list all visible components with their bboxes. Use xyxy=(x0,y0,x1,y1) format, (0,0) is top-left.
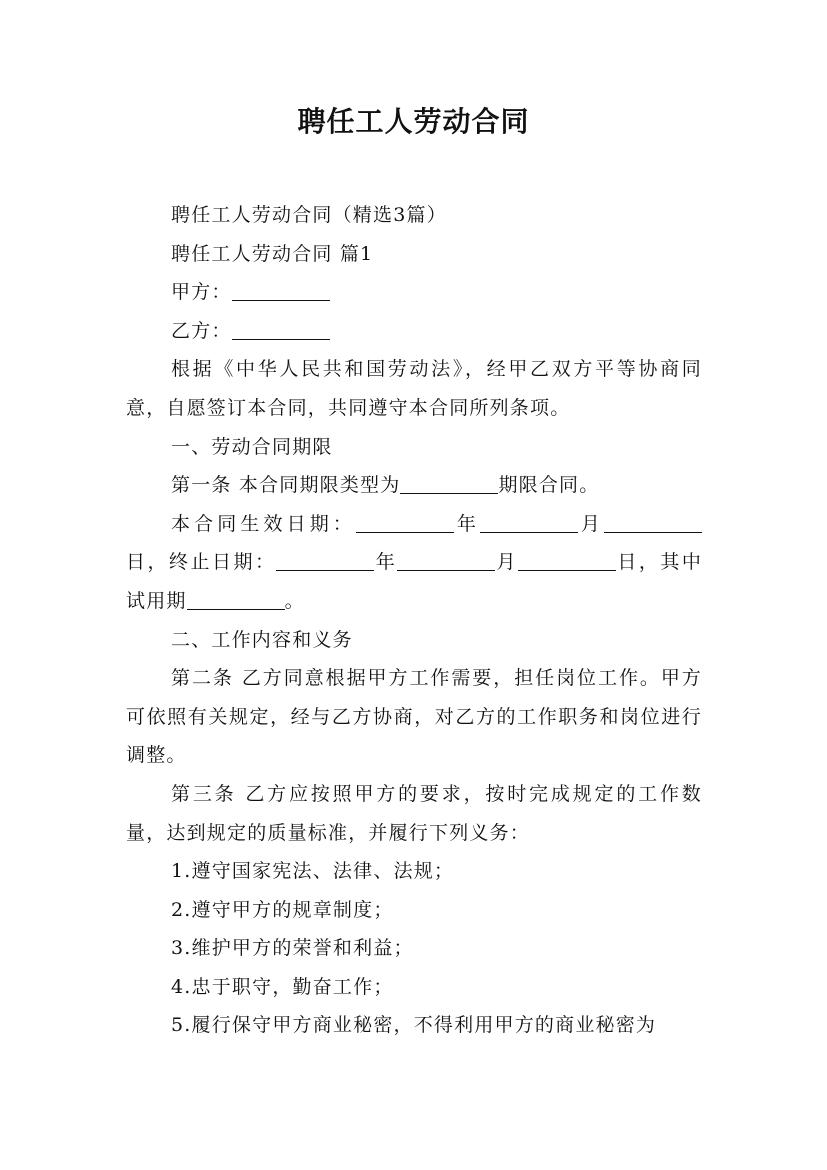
paragraph-subtitle: 聘任工人劳动合同（精选3篇） xyxy=(171,204,447,226)
year-label: 年 xyxy=(453,512,480,535)
article-3: 第三条 乙方应按照甲方的要求，按时完成规定的工作数量，达到规定的质量标准，并履行下列义务： xyxy=(126,782,702,844)
end-day-blank xyxy=(518,551,616,571)
start-year-blank xyxy=(356,513,454,533)
start-day-blank xyxy=(604,513,702,533)
paragraph-section-heading: 聘任工人劳动合同 篇1 xyxy=(171,242,374,265)
duty-item-4: 4.忠于职守，勤奋工作； xyxy=(171,975,394,998)
article-1 xyxy=(126,466,702,505)
duty-item-3: 3.维护甲方的荣誉和利益； xyxy=(171,937,414,960)
period-end: 。 xyxy=(284,589,305,612)
party-a-blank xyxy=(232,281,330,301)
end-year-blank xyxy=(276,551,374,571)
duty-item-1: 1.遵守国家宪法、法律、法规； xyxy=(171,860,455,883)
effective-date-label: 本合同生效日期： xyxy=(171,512,356,535)
month-label: 月 xyxy=(577,512,604,535)
effective-date-paragraph xyxy=(126,505,702,621)
party-b-blank xyxy=(232,320,330,340)
party-b-line xyxy=(126,312,702,351)
paragraph-preamble: 根据《中华人民共和国劳动法》，经甲乙双方平等协商同意，自愿签订本合同，共同遵守本合同所列条项。 xyxy=(126,358,702,419)
heading-contract-term: 一、劳动合同期限 xyxy=(171,435,333,458)
article-1-end: 期限合同。 xyxy=(498,474,600,497)
document-title: 聘任工人劳动合同 xyxy=(297,105,530,138)
probation-label: 日，其中试用期 xyxy=(126,551,703,612)
article-1-text: 第一条 本合同期限类型为 xyxy=(171,474,401,497)
month-label-2: 月 xyxy=(495,551,519,574)
contract-type-blank xyxy=(400,474,498,494)
start-month-blank xyxy=(480,513,578,533)
party-a-line xyxy=(126,273,702,312)
year-label-2: 年 xyxy=(374,551,398,574)
end-date-label: 日，终止日期： xyxy=(126,551,277,574)
duty-item-2: 2.遵守甲方的规章制度； xyxy=(171,898,394,921)
probation-blank xyxy=(187,590,285,610)
article-2: 第二条 乙方同意根据甲方工作需要，担任岗位工作。甲方可依照有关规定，经与乙方协商，对乙方的工作职务和岗位进行调整。 xyxy=(126,667,702,767)
heading-work-duties: 二、工作内容和义务 xyxy=(171,628,353,651)
party-a-label: 甲方： xyxy=(171,281,232,304)
end-month-blank xyxy=(397,551,495,571)
document-body xyxy=(126,196,702,1045)
party-b-label: 乙方： xyxy=(171,319,232,342)
duty-item-5: 5.履行保守甲方商业秘密，不得利用甲方的商业秘密为 xyxy=(171,1014,657,1037)
